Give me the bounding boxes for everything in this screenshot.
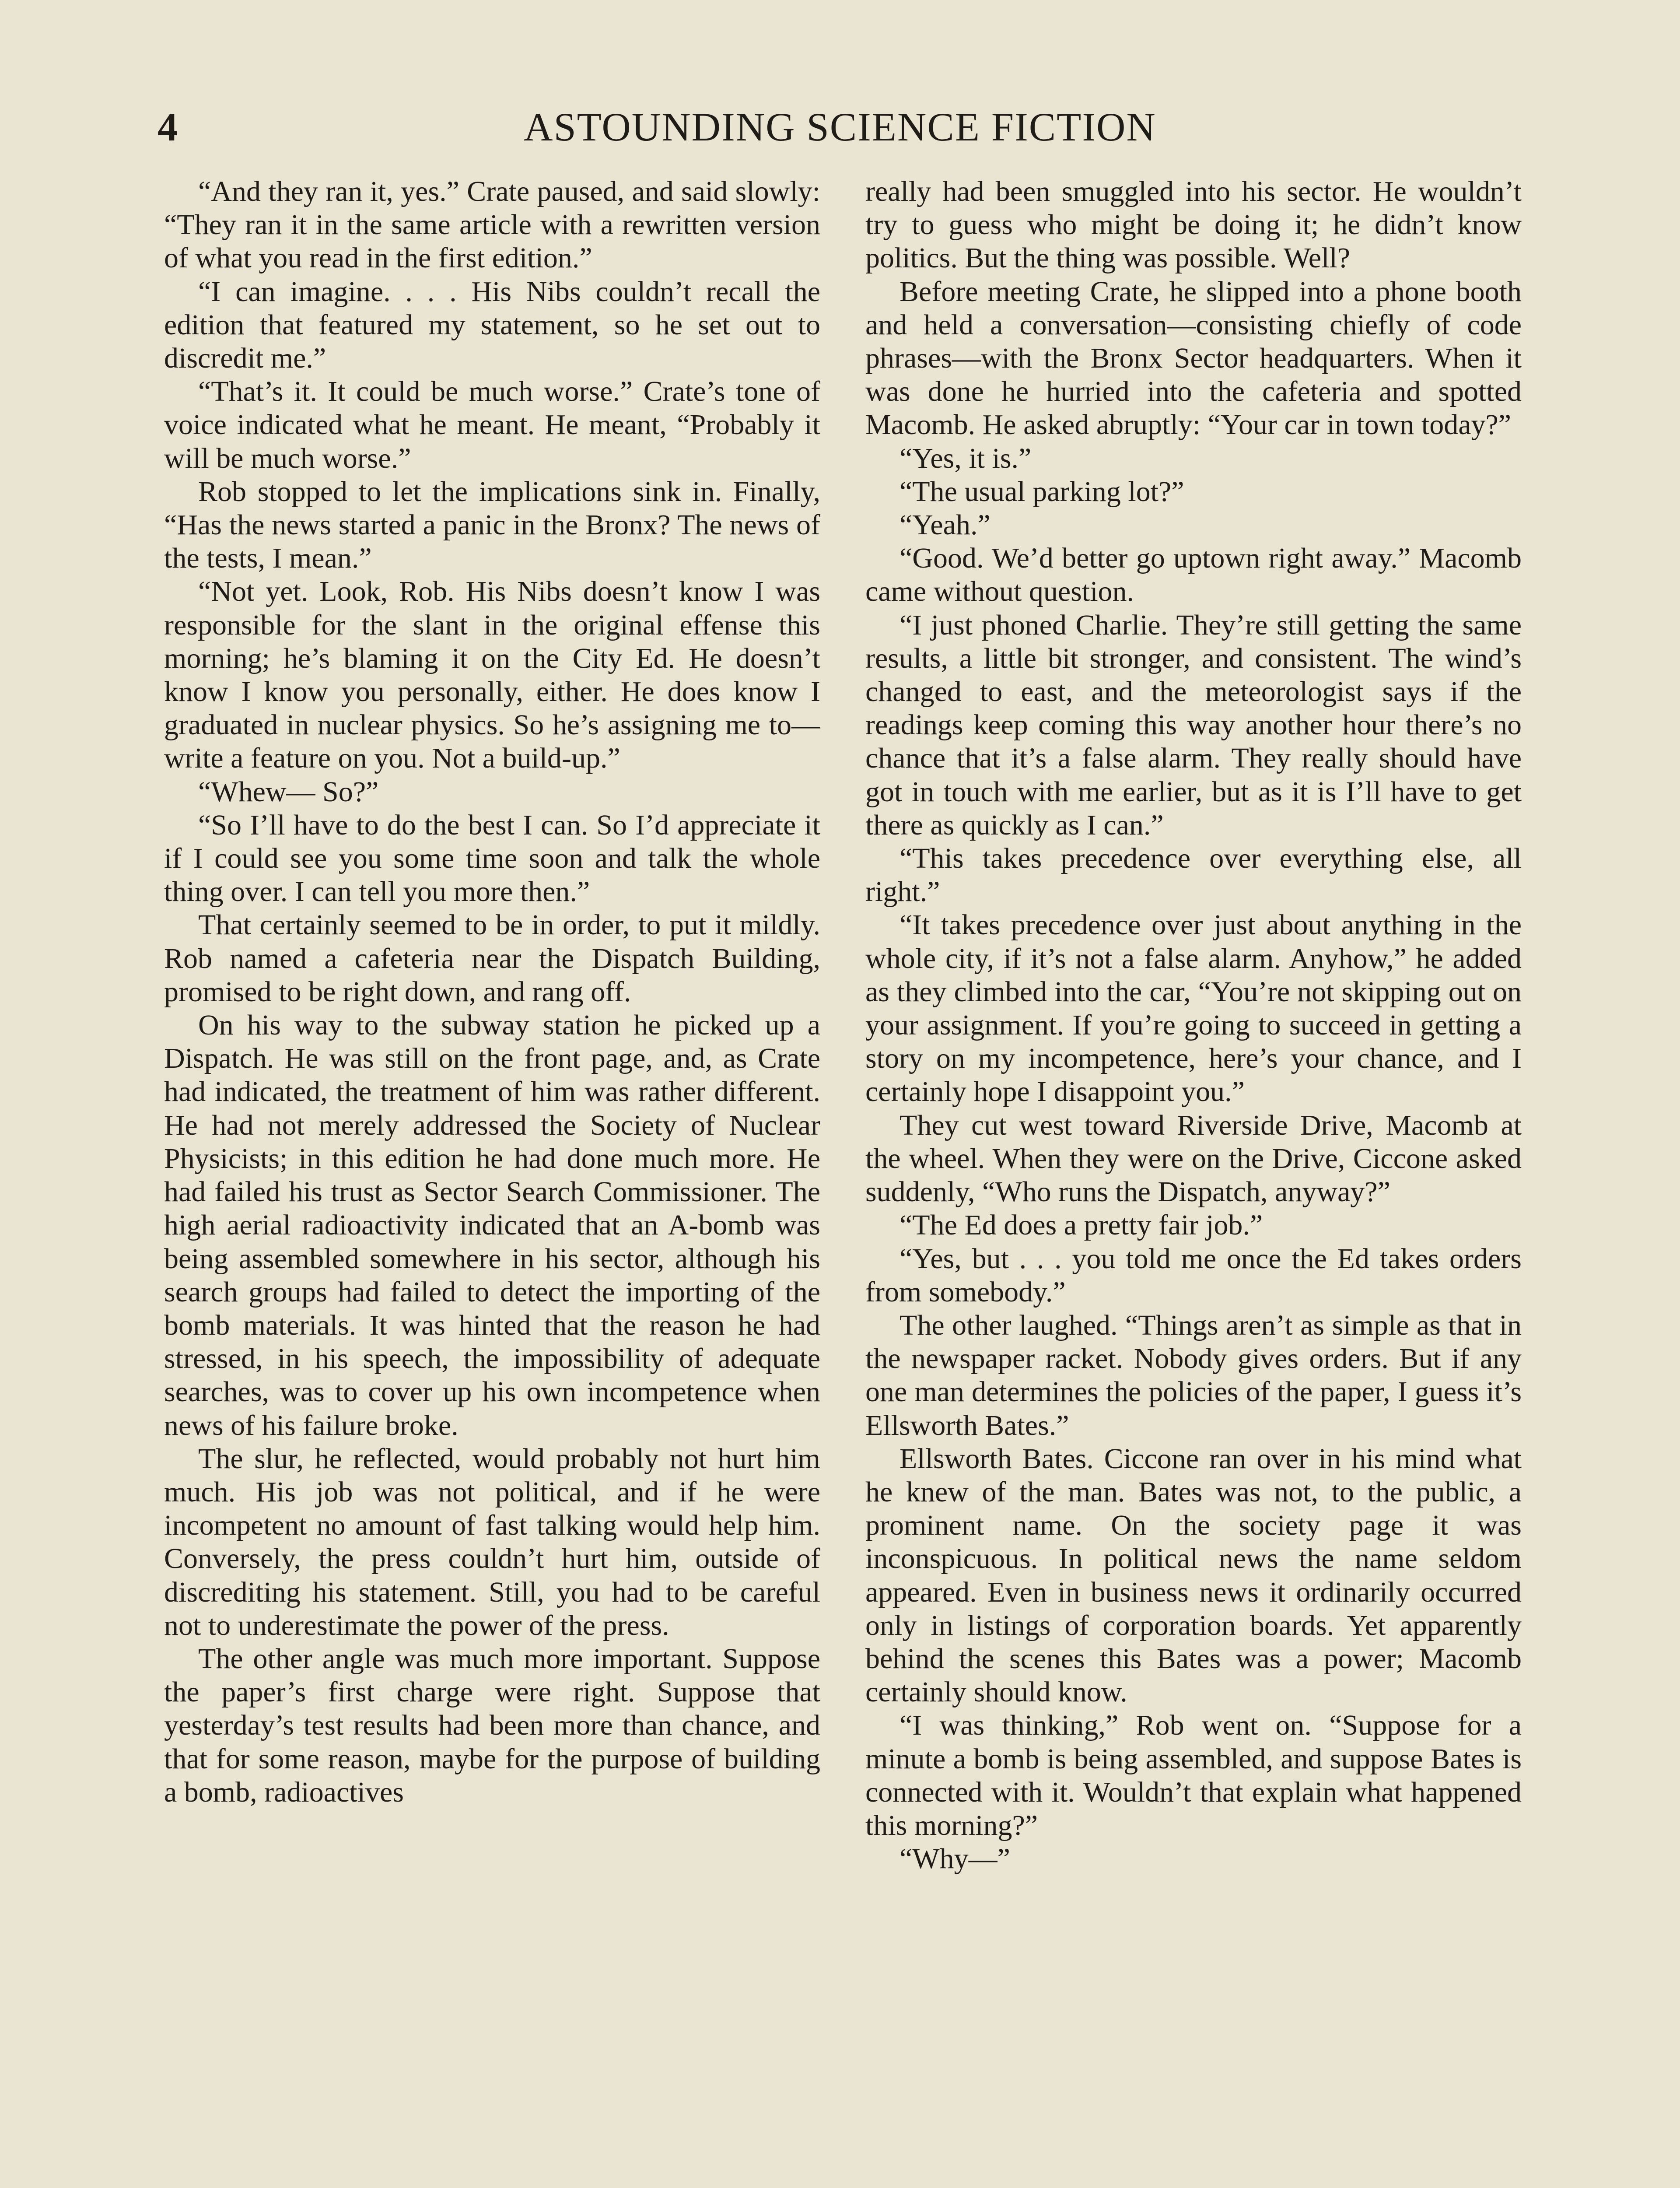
paragraph: “I can imagine. . . . His Nibs couldn’t recall the edition that featured my statement, so he set out to discredit me.” (164, 275, 820, 375)
paragraph: The other angle was much more important. Suppose the paper’s first charge were right. Suppose that yesterday’s test results had been more than chance, and that for some reason, maybe for the purpose of building a bomb, radioactives (164, 1642, 820, 1808)
paragraph: “Not yet. Look, Rob. His Nibs doesn’t know I was responsible for the slant in the original effense this morning; he’s blaming it on the City Ed. He doesn’t know I know you personally, either. He does know I graduated in nuclear physics. So he’s assigning me to— write a feature on you. Not a build-up.” (164, 575, 820, 775)
right-column (865, 175, 1522, 2188)
paragraph: “That’s it. It could be much worse.” Crate’s tone of voice indicated what he meant. He meant, “Probably it will be much worse.” (164, 375, 820, 474)
paragraph: “Good. We’d better go uptown right away.” Macomb came without question. (865, 542, 1522, 608)
paragraph: really had been smuggled into his sector. He wouldn’t try to guess who might be doing it; he didn’t know politics. But the thing was possible. Well? (865, 175, 1522, 274)
paragraph: Ellsworth Bates. Ciccone ran over in his mind what he knew of the man. Bates was not, to the public, a prominent name. On the society page it was inconspicuous. In political news the name seldom appeared. Even in business news it ordinarily occurred only in listings of corporation boards. Yet apparently behind the scenes this Bates was a power; Macomb certainly should know. (865, 1442, 1522, 1708)
paragraph: “I was thinking,” Rob went on. “Suppose for a minute a bomb is being assembled, and suppose Bates is connected with it. Wouldn’t that explain what happened this morning?” (865, 1709, 1522, 1841)
paragraph: That certainly seemed to be in order, to put it mildly. Rob named a cafeteria near the Dispatch Building, promised to be right down, and rang off. (164, 909, 820, 1008)
paragraph: “And they ran it, yes.” Crate paused, and said slowly: “They ran it in the same article with a rewritten version of what you read in the first edition.” (164, 175, 820, 274)
paragraph: “The usual parking lot?” (900, 475, 1184, 508)
paragraph: “It takes precedence over just about anything in the whole city, if it’s not a false alarm. Anyhow,” he added as they climbed into the car, “You’re not skipping out on your assignment. If you’re going to succeed in getting a story on my incompetence, here’s your chance, and I certainly hope I disappoint you.” (865, 909, 1522, 1108)
paragraph: “Why—” (900, 1843, 1010, 1875)
paragraph: Before meeting Crate, he slipped into a phone booth and held a conversation—consisting chiefly of code phrases—with the Bronx Sector headquarters. When it was done he hurried into the cafeteria and spotted Macomb. He asked abruptly: “Your car in town today?” (865, 275, 1522, 441)
paragraph: “Whew— So?” (198, 775, 379, 808)
page-number: 4 (158, 105, 178, 149)
paragraph: “This takes precedence over everything else, all right.” (865, 842, 1522, 908)
paragraph: Rob stopped to let the implications sink in. Finally, “Has the news started a panic in the Bronx? The news of the tests, I mean.” (164, 475, 820, 575)
running-title: ASTOUNDING SCIENCE FICTION (524, 105, 1156, 149)
paragraph: “Yeah.” (900, 509, 990, 541)
page-header (158, 101, 1522, 153)
paragraph: “I just phoned Charlie. They’re still getting the same results, a little bit stronger, and consistent. The wind’s changed to east, and the meteorologist says if the readings keep coming this way another hour there’s no chance that it’s a false alarm. They really should have got in touch with me earlier, but as it is I’ll have to get there as quickly as I can.” (865, 609, 1522, 841)
paragraph: “So I’ll have to do the best I can. So I’d appreciate it if I could see you some time soon and talk the whole thing over. I can tell you more then.” (164, 809, 820, 908)
paragraph: “The Ed does a pretty fair job.” (900, 1209, 1263, 1241)
paragraph: The slur, he reflected, would probably not hurt him much. His job was not political, and if he were incompetent no amount of fast talking would help him. Conversely, the press couldn’t hurt him, outside of discrediting his statement. Still, you had to be careful not to underestimate the power of the press. (164, 1442, 820, 1641)
paragraph: “Yes, it is.” (900, 442, 1032, 474)
paragraph: The other laughed. “Things aren’t as simple as that in the newspaper racket. Nobody gives orders. But if any one man determines the policies of the paper, I guess it’s Ellsworth Bates.” (865, 1309, 1522, 1441)
paragraph: They cut west toward Riverside Drive, Macomb at the wheel. When they were on the Drive, Ciccone asked suddenly, “Who runs the Dispatch, anyway?” (865, 1109, 1522, 1208)
left-column (164, 175, 820, 2188)
paragraph: “Yes, but . . . you told me once the Ed takes orders from somebody.” (865, 1242, 1522, 1308)
paragraph: On his way to the subway station he picked up a Dispatch. He was still on the front page, and, as Crate had indicated, the treatment of him was rather different. He had not merely addressed the Society of Nuclear Physicists; in this edition he had done much more. He had failed his trust as Sector Search Commissioner. The high aerial radioactivity indicated that an A-bomb was being assembled somewhere in his sector, although his search groups had failed to detect the importing of the bomb materials. It was hinted that the reason he had stressed, in his speech, the impossibility of adequate searches, was to cover up his own incompetence when news of his failure broke. (164, 1009, 820, 1441)
